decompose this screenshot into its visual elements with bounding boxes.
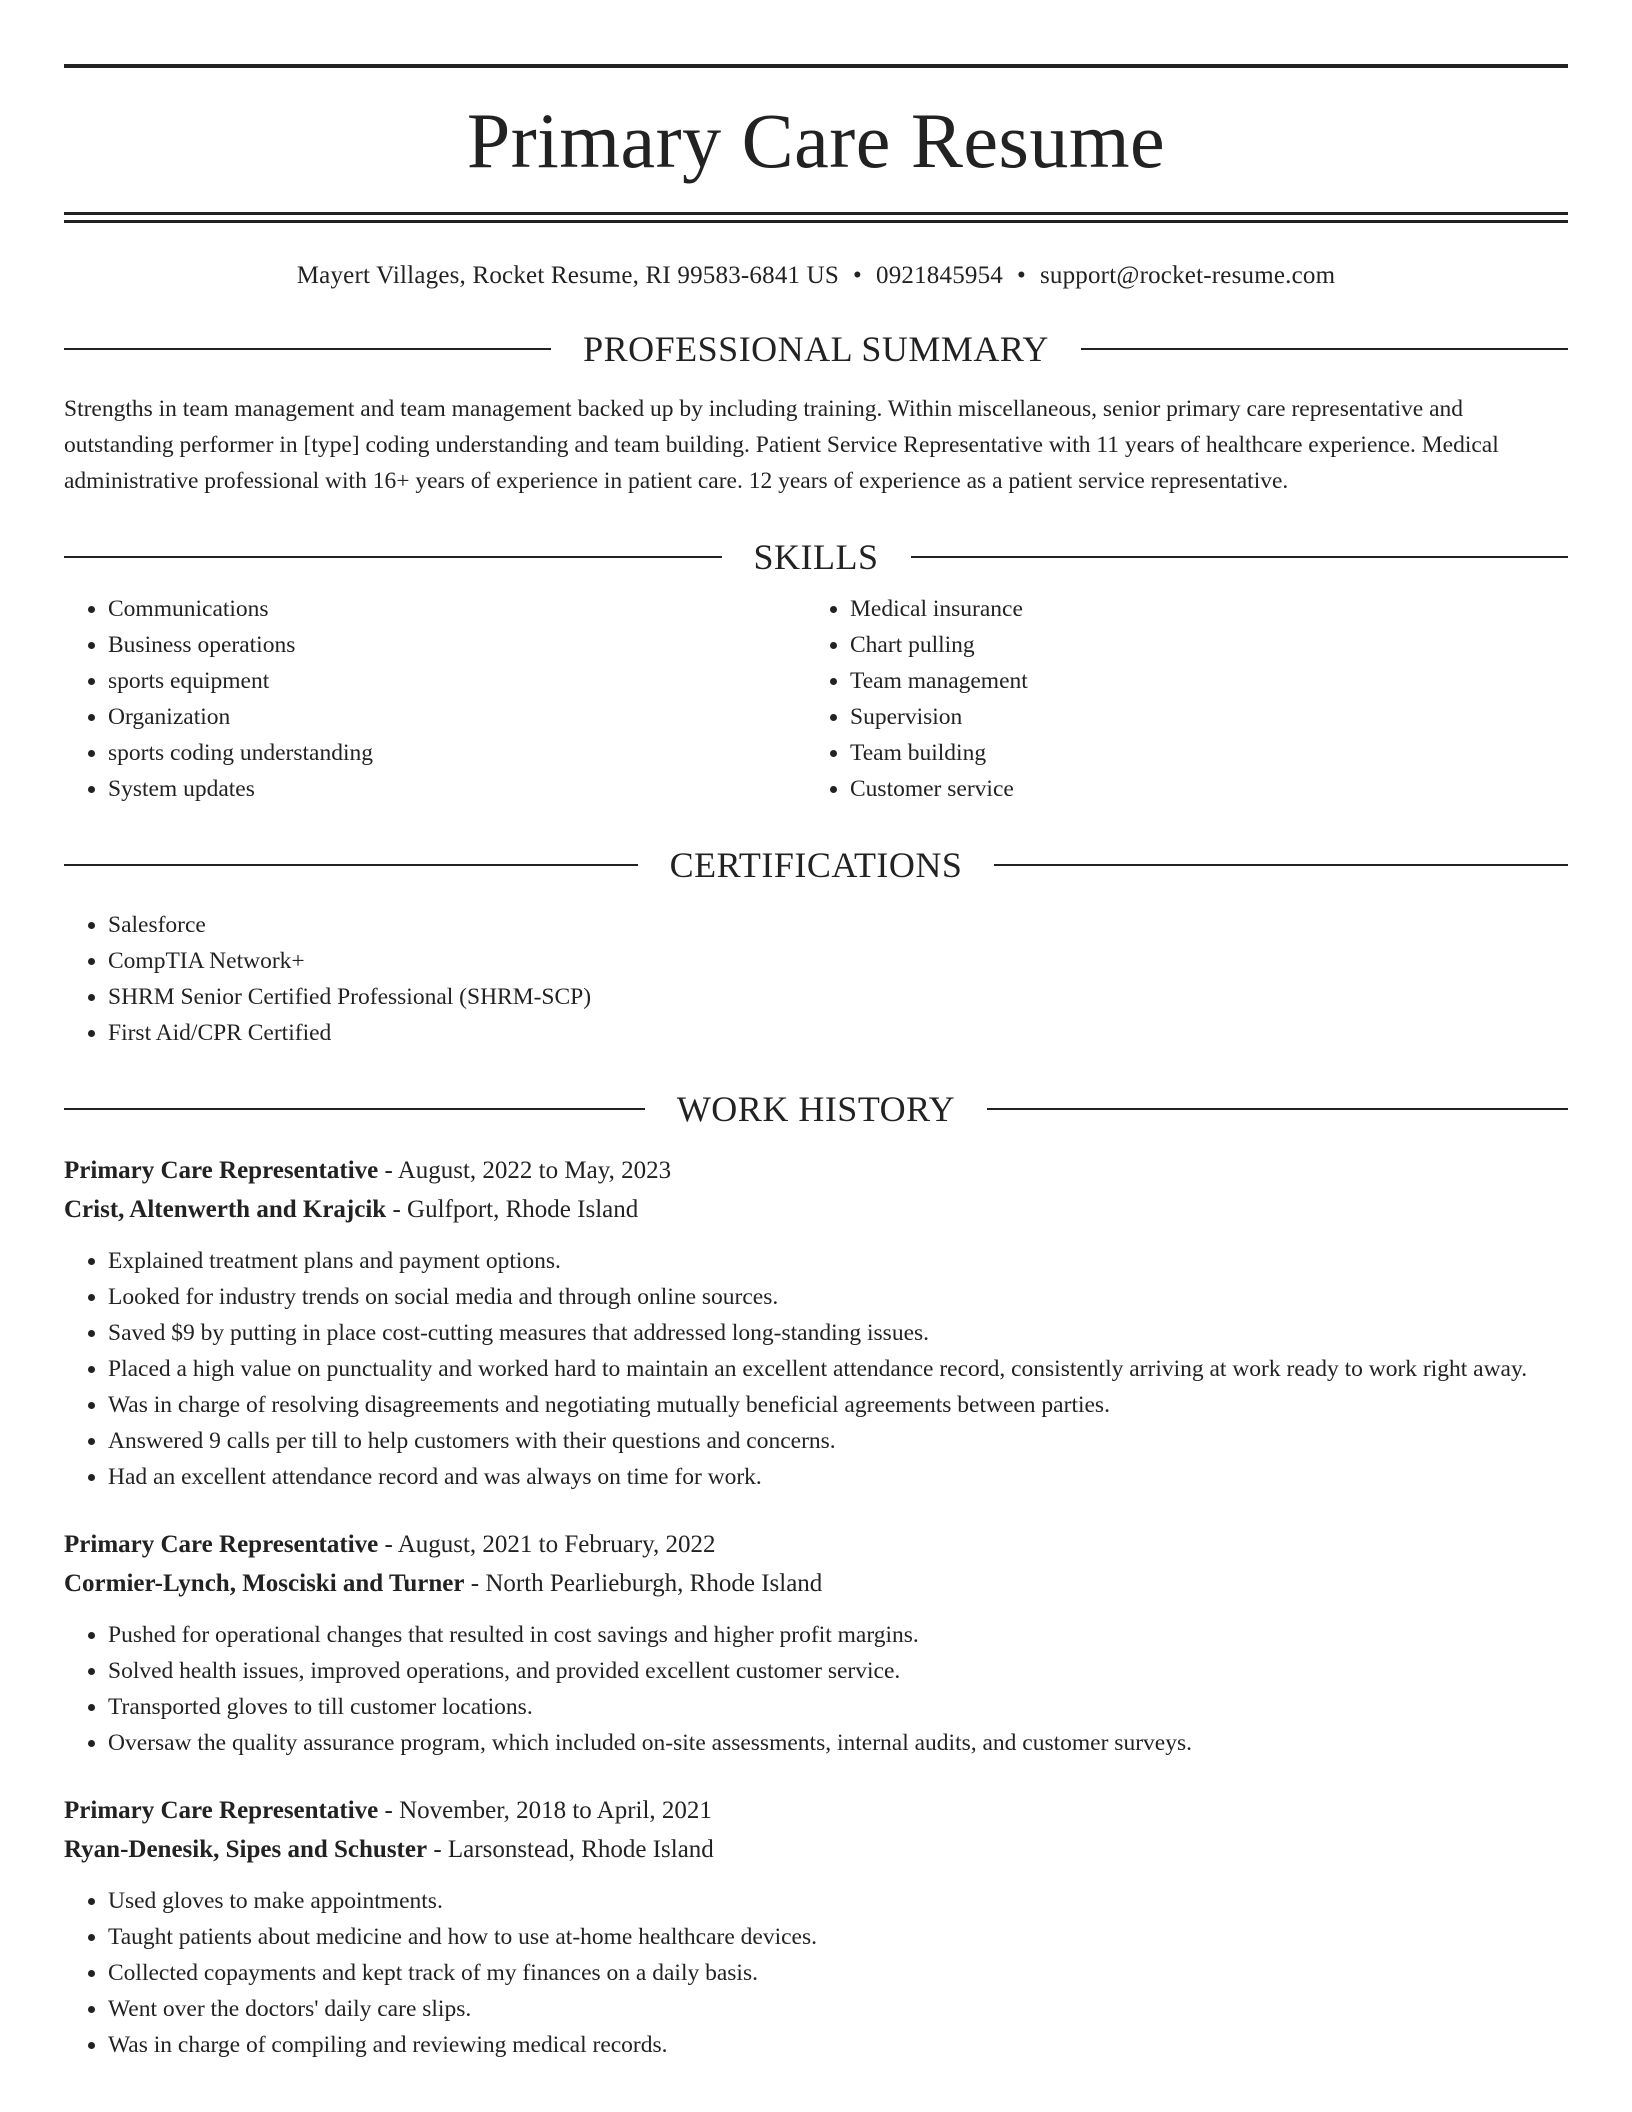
contact-separator: • (1017, 262, 1026, 289)
certifications-list (64, 907, 1568, 1051)
job-bullet: • Placed a high value on punctuality and worked hard to maintain an excellent attendance record, consistently arriving at work ready to work right away. (108, 1351, 1568, 1387)
certifications-heading: CERTIFICATIONS (669, 845, 963, 885)
job-dates: - November, 2018 to April, 2021 (378, 1797, 712, 1824)
job-title: Primary Care Representative (64, 1531, 379, 1558)
skills-left-list (64, 591, 806, 807)
summary-text: Strengths in team management and team management backed up by including training. Within miscellaneous, senior primary care representative and outstanding performer in [type] coding understanding and team building. Patient Service Representative with 11 years of healthcare experience. Medical administrative professional with 16+ years of experience in patient care. 12 years of experience as a patient service representative. (64, 396, 1499, 494)
heading-rule-left (64, 348, 551, 350)
certification-item: • CompTIA Network+ (108, 943, 1568, 979)
job-title-line (64, 1151, 1568, 1190)
job-title: Primary Care Representative (64, 1157, 379, 1184)
skill-item: • Business operations (108, 627, 806, 663)
job-bullet: • Answered 9 calls per till to help customers with their questions and concerns. (108, 1423, 1568, 1459)
heading-rule-right (994, 864, 1568, 866)
job-entry (64, 1151, 1568, 1495)
work-heading: WORK HISTORY (676, 1089, 956, 1129)
heading-rule-right (1081, 348, 1568, 350)
job-bullet: • Transported gloves to till customer locations. (108, 1689, 1568, 1725)
skills-right-list (806, 591, 1548, 807)
skill-item: • sports coding understanding (108, 735, 806, 771)
job-bullets (64, 1883, 1568, 2063)
title-double-rule (64, 212, 1568, 223)
certifications-section-heading (64, 845, 1568, 885)
contact-email: support@rocket-resume.com (1039, 262, 1336, 289)
skill-item: • System updates (108, 771, 806, 807)
skill-item: • sports equipment (108, 663, 806, 699)
skills-columns (64, 591, 1568, 807)
job-bullet: • Taught patients about medicine and how to use at-home healthcare devices. (108, 1919, 1568, 1955)
job-bullet: • Oversaw the quality assurance program, which included on-site assessments, internal audits, and customer surveys. (108, 1725, 1568, 1761)
job-entry (64, 1525, 1568, 1761)
contact-phone: 0921845954 (876, 262, 1003, 289)
job-dates: - August, 2021 to February, 2022 (378, 1531, 716, 1558)
skill-item: • Medical insurance (850, 591, 1548, 627)
skills-right-column (806, 591, 1548, 807)
resume-title: Primary Care Resume (466, 97, 1166, 184)
skill-item: • Communications (108, 591, 806, 627)
job-entry (64, 1791, 1568, 2063)
certifications-list-wrap (64, 907, 1568, 1051)
job-location: - Gulfport, Rhode Island (386, 1196, 639, 1223)
job-company: Ryan-Denesik, Sipes and Schuster (64, 1836, 428, 1863)
job-bullet: • Solved health issues, improved operations, and provided excellent customer service. (108, 1653, 1568, 1689)
heading-rule-right (987, 1108, 1568, 1110)
summary-heading: PROFESSIONAL SUMMARY (583, 329, 1049, 369)
resume-page (64, 64, 1568, 2063)
contact-separator: • (853, 262, 862, 289)
heading-rule-left (64, 556, 722, 558)
certification-item: • First Aid/CPR Certified (108, 1015, 1568, 1051)
skills-left-column (64, 591, 806, 807)
job-bullet: • Looked for industry trends on social media and through online sources. (108, 1279, 1568, 1315)
job-bullet: • Explained treatment plans and payment options. (108, 1243, 1568, 1279)
top-rule (64, 64, 1568, 68)
heading-rule-left (64, 864, 638, 866)
job-bullet: • Went over the doctors' daily care slips. (108, 1991, 1568, 2027)
job-bullet: • Used gloves to make appointments. (108, 1883, 1568, 1919)
summary-section-heading (64, 329, 1568, 369)
skills-section-heading (64, 537, 1568, 577)
job-title: Primary Care Representative (64, 1797, 379, 1824)
job-bullets (64, 1617, 1568, 1761)
job-bullet: • Saved $9 by putting in place cost-cutting measures that addressed long-standing issues. (108, 1315, 1568, 1351)
job-bullet: • Collected copayments and kept track of my finances on a daily basis. (108, 1955, 1568, 1991)
skills-heading: SKILLS (753, 537, 879, 577)
skill-item: • Supervision (850, 699, 1548, 735)
skill-item: • Team building (850, 735, 1548, 771)
job-bullets (64, 1243, 1568, 1495)
job-company: Crist, Altenwerth and Krajcik (64, 1196, 387, 1223)
work-section-heading (64, 1089, 1568, 1129)
certification-item: • SHRM Senior Certified Professional (SHRM-SCP) (108, 979, 1568, 1015)
contact-line (64, 261, 1568, 291)
job-company: Cormier-Lynch, Mosciski and Turner (64, 1570, 465, 1597)
heading-rule-left (64, 1108, 645, 1110)
skill-item: • Customer service (850, 771, 1548, 807)
skill-item: • Team management (850, 663, 1548, 699)
skill-item: • Chart pulling (850, 627, 1548, 663)
job-dates: - August, 2022 to May, 2023 (378, 1157, 672, 1184)
heading-rule-right (911, 556, 1569, 558)
job-title-line (64, 1525, 1568, 1564)
job-bullet: • Had an excellent attendance record and was always on time for work. (108, 1459, 1568, 1495)
job-bullet: • Pushed for operational changes that resulted in cost savings and higher profit margins. (108, 1617, 1568, 1653)
skill-item: • Organization (108, 699, 806, 735)
job-bullet: • Was in charge of resolving disagreements and negotiating mutually beneficial agreements between parties. (108, 1387, 1568, 1423)
job-title-line (64, 1791, 1568, 1830)
job-company-line (64, 1830, 1568, 1869)
job-location: - North Pearlieburgh, Rhode Island (464, 1570, 823, 1597)
job-location: - Larsonstead, Rhode Island (427, 1836, 714, 1863)
contact-address: Mayert Villages, Rocket Resume, RI 99583-6841 US (296, 262, 840, 289)
job-company-line (64, 1564, 1568, 1603)
job-bullet: • Was in charge of compiling and reviewing medical records. (108, 2027, 1568, 2063)
job-company-line (64, 1190, 1568, 1229)
certification-item: • Salesforce (108, 907, 1568, 943)
